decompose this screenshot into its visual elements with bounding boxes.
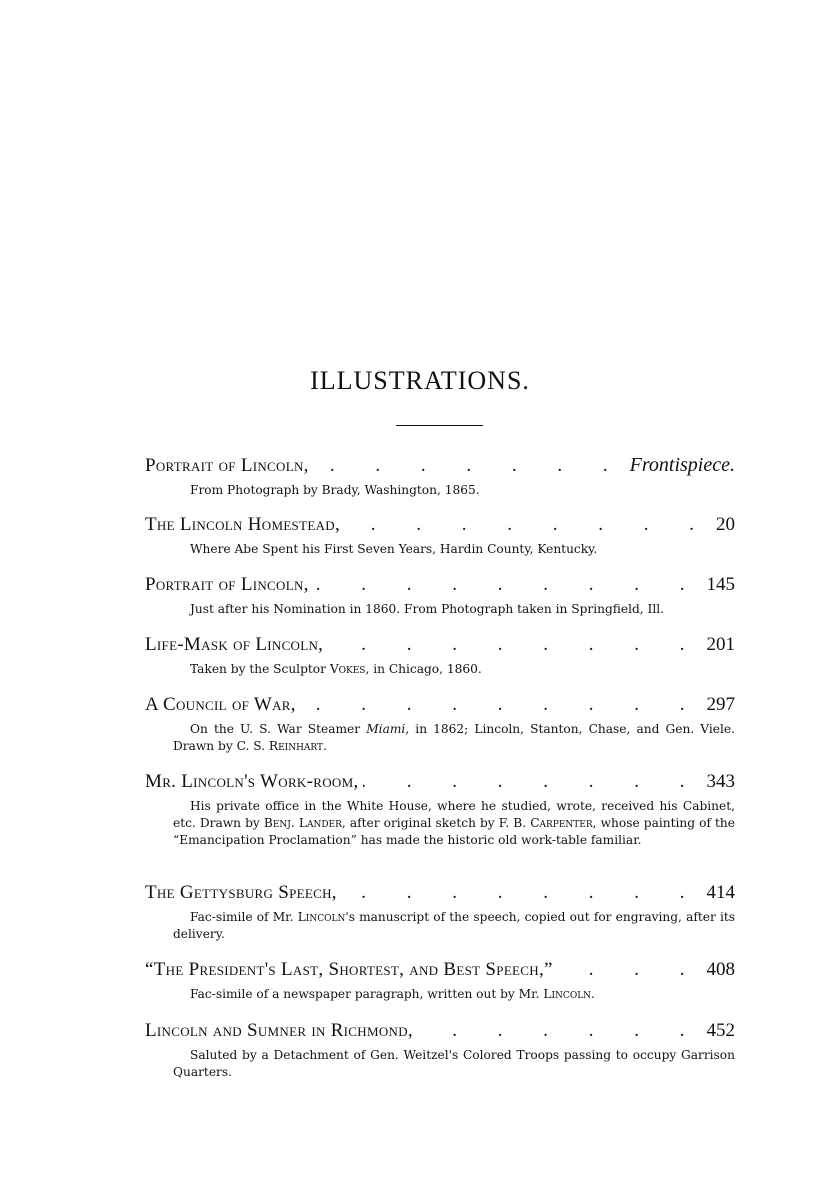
dot-leader — [341, 882, 703, 904]
entry-description: Where Abe Spent his First Seven Years, Hardin County, Kentucky. — [190, 542, 598, 556]
dot-leader — [313, 574, 703, 596]
desc-text: , whose painting of the “Emancipation Proclamation” has made the historic old work-table familiar. — [173, 816, 735, 847]
desc-name: Benj. Lander — [263, 816, 342, 830]
desc-name: Vokes — [329, 662, 366, 676]
dot-leader — [300, 694, 703, 716]
dot-leader — [327, 634, 702, 656]
dot-leader — [417, 1020, 703, 1042]
desc-text: , in 1862; Lincoln, Stanton, Chase, and Gen. Viele. Drawn by C. S. — [173, 722, 735, 753]
entry-description: Just after his Nomination in 1860. From Photograph taken in Springfield, Ill. — [190, 602, 665, 616]
entry-page: 414 — [706, 882, 735, 903]
entry-description — [145, 909, 735, 943]
entry-heading-line — [145, 514, 735, 536]
page-title: ILLUSTRATIONS. — [310, 366, 530, 395]
entry-page: Frontispiece. — [629, 454, 735, 476]
desc-text: On the U. S. War Steamer — [190, 722, 367, 736]
entry-description — [145, 721, 735, 755]
entry-title: Life-Mask of Lincoln, — [145, 634, 324, 655]
desc-text: Fac-simile of Mr. — [190, 910, 298, 924]
entry-heading-line — [145, 771, 735, 793]
dot-leader — [313, 455, 626, 477]
entry-description: From Photograph by Brady, Washington, 1865. — [190, 483, 480, 497]
illustration-entry — [145, 694, 735, 755]
illustration-entry — [145, 514, 735, 558]
entry-heading-line — [145, 574, 735, 596]
dot-leader — [363, 771, 703, 793]
entry-title: Portrait of Lincoln, — [145, 574, 309, 595]
desc-text: Taken by the Sculptor — [190, 662, 330, 676]
illustration-entry — [145, 454, 735, 499]
entry-page: 145 — [706, 574, 735, 595]
entry-title: The Gettysburg Speech, — [145, 882, 337, 903]
desc-text: , in Chicago, 1860. — [365, 662, 482, 676]
entry-heading-line — [145, 634, 735, 656]
entry-heading-line — [145, 694, 735, 716]
entry-page: 201 — [706, 634, 735, 655]
title-rule — [396, 425, 483, 426]
entry-page: 297 — [706, 694, 735, 715]
illustration-entry — [145, 574, 735, 618]
illustration-entry — [145, 771, 735, 849]
desc-name: Carpenter — [530, 816, 593, 830]
illustration-entry — [145, 1020, 735, 1081]
entry-title: The Lincoln Homestead, — [145, 514, 340, 535]
illustration-entry — [145, 882, 735, 943]
desc-text: Fac-simile of a newspaper paragraph, written out by Mr. — [190, 987, 544, 1001]
illustration-entry — [145, 959, 735, 1003]
entry-title: A Council of War, — [145, 694, 296, 715]
entry-heading-line — [145, 882, 735, 904]
entry-page: 20 — [716, 514, 735, 535]
entry-description — [145, 986, 735, 1003]
entry-heading-line — [145, 454, 735, 477]
desc-ship-name: Miami — [366, 722, 406, 736]
desc-text: , after original sketch by F. B. — [341, 816, 531, 830]
dot-leader — [557, 959, 703, 981]
entry-title: “The President's Last, Shortest, and Best Speech,” — [145, 959, 553, 980]
entry-page: 408 — [706, 959, 735, 980]
desc-name: Lincoln — [297, 910, 346, 924]
entry-description — [145, 661, 735, 678]
dot-leader — [344, 514, 712, 536]
entry-description — [145, 798, 735, 849]
desc-name: Reinhart — [268, 739, 324, 753]
entry-title: Mr. Lincoln's Work-room, — [145, 771, 359, 792]
desc-text: 's manuscript of the speech, copied out for engraving, after its delivery. — [173, 910, 735, 941]
entry-page: 343 — [706, 771, 735, 792]
desc-text: . — [591, 987, 595, 1001]
desc-text: . — [323, 739, 327, 753]
illustration-entry — [145, 634, 735, 678]
entry-heading-line — [145, 1020, 735, 1042]
entry-description: Saluted by a Detachment of Gen. Weitzel's Colored Troops passing to occupy Garrison Quarters. — [173, 1048, 735, 1079]
desc-name: Lincoln — [543, 987, 592, 1001]
entry-title: Lincoln and Sumner in Richmond, — [145, 1020, 413, 1041]
entry-page: 452 — [706, 1020, 735, 1041]
entry-heading-line — [145, 959, 735, 981]
entry-title: Portrait of Lincoln, — [145, 455, 309, 476]
desc-text: His private office in the White House, where he studied, wrote, received his Cabinet, etc. Drawn by — [173, 799, 735, 830]
